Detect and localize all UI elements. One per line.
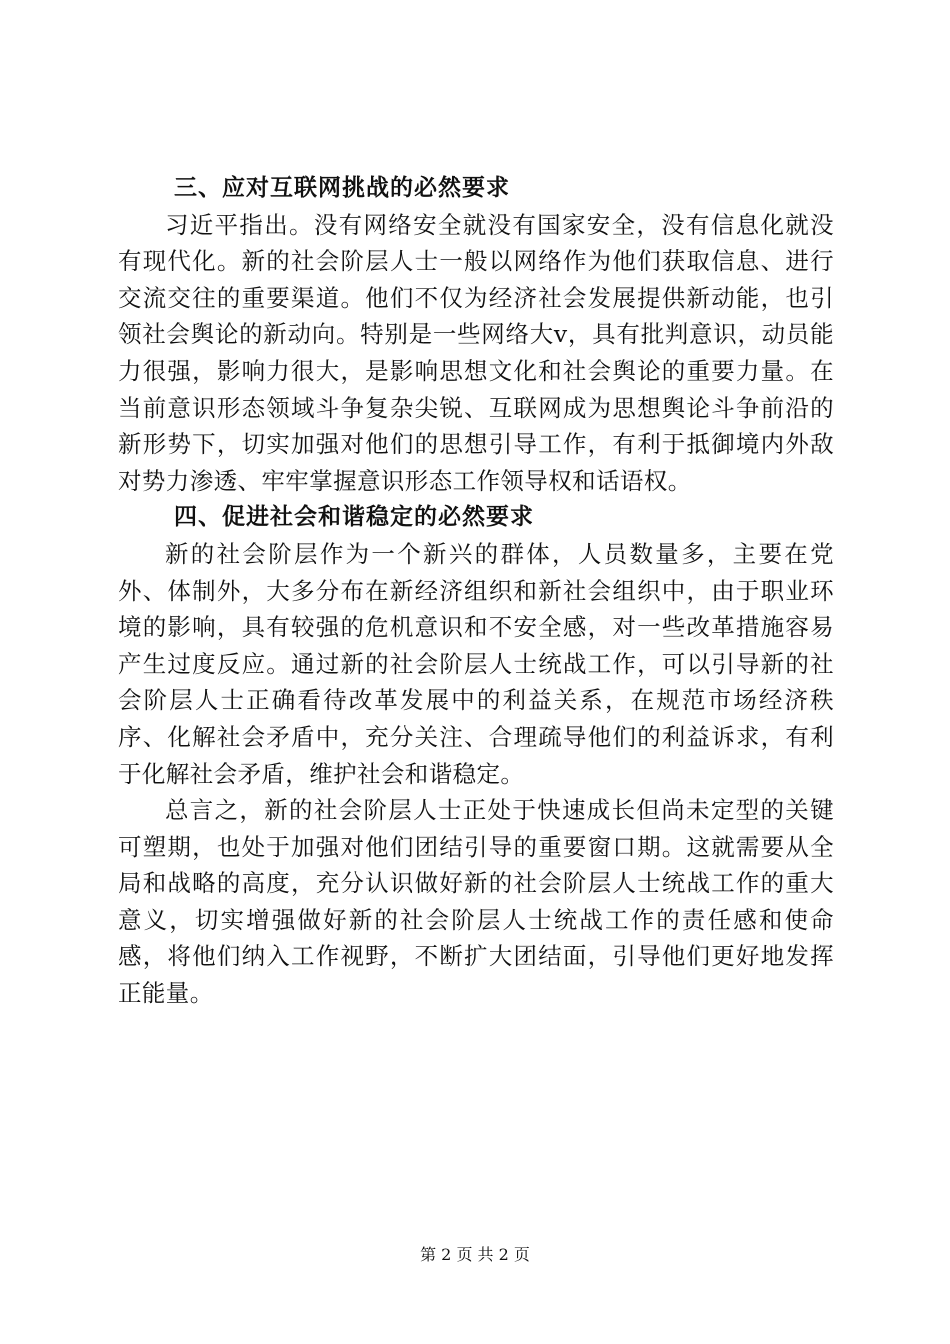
paragraph-social-harmony: 新的社会阶层作为一个新兴的群体，人员数量多，主要在党外、体制外，大多分布在新经济组织和新社会组织中，由于职业环境的影响，具有较强的危机意识和不安全感，对一些改革措施容易产生过度反应。通过新的社会阶层人士统战工作，可以引导新的社会阶层人士正确看待改革发展中的利益关系，在规范市场经济秩序、化解社会矛盾中，充分关注、合理疏导他们的利益诉求，有利于化解社会矛盾，维护社会和谐稳定。	[118, 539, 834, 788]
document-body	[118, 170, 834, 1012]
page-number-footer: 第 2 页 共 2 页	[420, 1245, 530, 1264]
section-heading-social-harmony: 四、促进社会和谐稳定的必然要求	[174, 504, 534, 531]
paragraph-internet-challenge: 习近平指出。没有网络安全就没有国家安全，没有信息化就没有现代化。新的社会阶层人士一般以网络作为他们获取信息、进行交流交往的重要渠道。他们不仅为经济社会发展提供新动能，也引领社会舆论的新动向。特别是一些网络大v，具有批判意识，动员能力很强，影响力很大，是影响思想文化和社会舆论的重要力量。在当前意识形态领域斗争复杂尖锐、互联网成为思想舆论斗争前沿的新形势下，切实加强对他们的思想引导工作，有利于抵御境内外敌对势力渗透、牢牢掌握意识形态工作领导权和话语权。	[118, 210, 834, 495]
section-heading-internet-challenge: 三、应对互联网挑战的必然要求	[174, 175, 510, 201]
paragraph-conclusion: 总言之，新的社会阶层人士正处于快速成长但尚未定型的关键可塑期，也处于加强对他们团结引导的重要窗口期。这就需要从全局和战略的高度，充分认识做好新的社会阶层人士统战工作的重大意义，切实增强做好新的社会阶层人士统战工作的责任感和使命感，将他们纳入工作视野，不断扩大团结面，引导他们更好地发挥正能量。	[118, 796, 834, 1008]
